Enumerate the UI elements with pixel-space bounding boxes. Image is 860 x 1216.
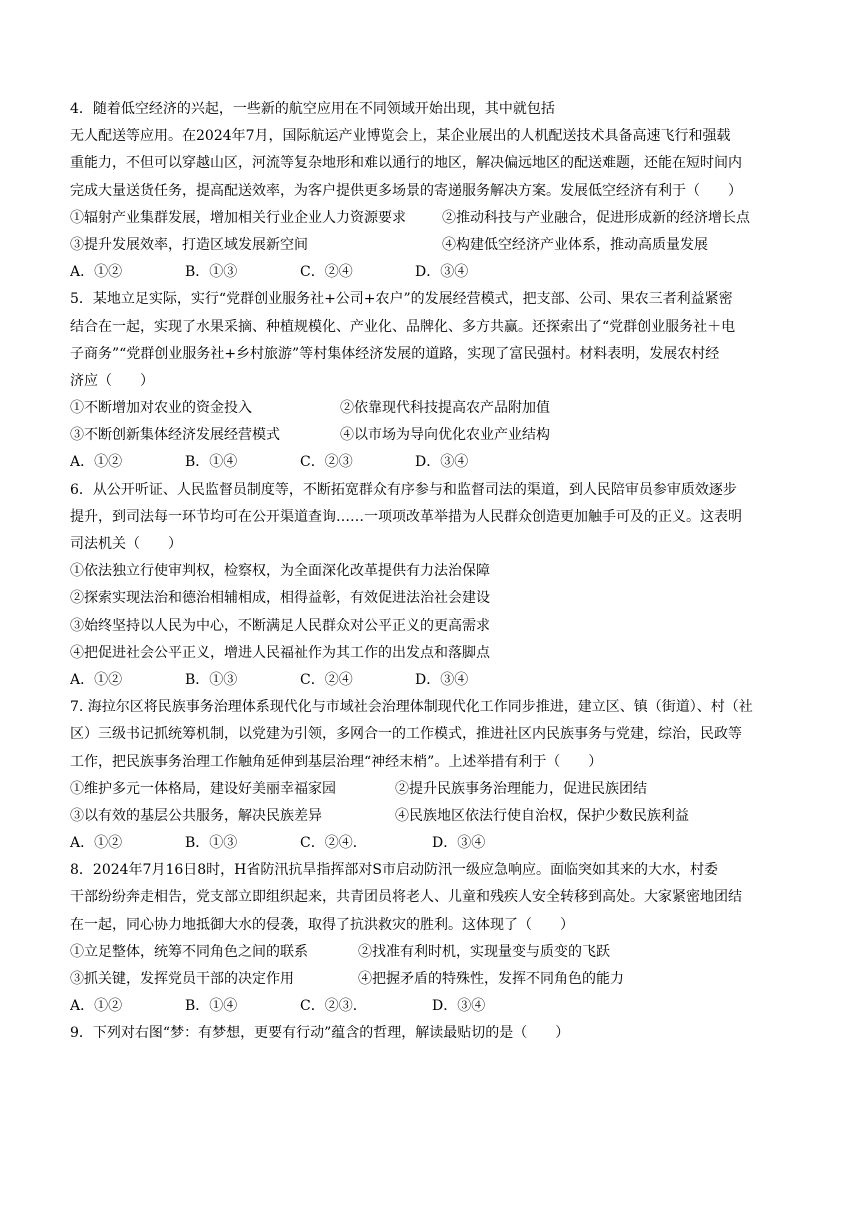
question-7 [70,694,800,857]
answer-a: A．①② [70,264,123,281]
answer-a: A．①② [70,835,123,852]
option-1: ①辐射产业集群发展，增加相关行业企业人力资源要求 [70,209,406,226]
answer-c: C．②④ [300,264,353,281]
option-2: ②探索实现法治和德治相辅相成，相得益彰，有效促进法治社会建设 [70,590,490,607]
answer-d: D．③④ [415,671,469,688]
option-4: ④把促进社会公平正义，增进人民福祉作为其工作的出发点和落脚点 [70,644,490,661]
answer-a: A．①② [70,998,123,1015]
answer-choices [70,449,800,476]
option-3: ③抓关键，发挥党员干部的决定作用 [70,971,294,987]
option-4: ④把握矛盾的特殊性，发挥不同角色的能力 [358,971,624,987]
option-row [70,939,800,966]
question-text-line: 子商务”“党群创业服务社+乡村旅游”等村集体经济发展的道路，实现了富民强村。材料表明，发展农村经 [70,345,720,362]
option-3: ③以有效的基层公共服务，解决民族差异 [70,807,322,824]
option-2: ②提升民族事务治理能力，促进民族团结 [395,780,647,797]
option-1: ①不断增加对农业的资金投入 [70,400,252,417]
question-list [70,96,800,1048]
question-text-line: 干部纷纷奔走相告，党支部立即组织起来，共青团员将老人、儿童和残疾人安全转移到高处。大家紧密地团结 [70,889,742,906]
answer-choices [70,259,800,286]
answer-d: D．③④ [432,835,486,852]
option-2: ②找准有利时机，实现量变与质变的飞跃 [358,943,610,960]
answer-choices [70,667,800,694]
option-3: ③始终坚持以人民为中心，不断满足人民群众对公平正义的更高需求 [70,617,490,634]
answer-d: D．③④ [415,264,469,281]
option-row [70,966,800,993]
question-text-line: 在一起，同心协力地抵御大水的侵袭，取得了抗洪救灾的胜利。这体现了（ ） [70,916,574,933]
answer-c: C．②④ [300,671,353,688]
option-row [70,205,800,232]
answer-c: C．②③ [300,454,353,471]
question-4 [70,96,800,286]
question-5 [70,286,800,476]
question-text-line: 9．下列对右图“梦：有梦想，更要有行动”蕴含的哲理，解读最贴切的是（ ） [70,1025,570,1042]
question-text-line: 结合在一起，实现了水果采摘、种植规模化、产业化、品牌化、多方共赢。还探索出了“党群创业服务社＋电 [70,318,736,335]
question-text-line: 无人配送等应用。在2024年7月，国际航运产业博览会上，某企业展出的人机配送技术具备高速飞行和强载 [70,128,731,145]
answer-d: D．③④ [415,454,469,471]
answer-b: B．①③ [185,671,238,688]
option-3: ③提升发展效率，打造区域发展新空间 [70,236,308,253]
option-4: ④构建低空经济产业体系，推动高质量发展 [442,236,708,253]
question-text-line: 完成大量送货任务，提高配送效率，为客户提供更多场景的寄递服务解决方案。发展低空经济有利于（ ） [70,182,742,199]
option-row [70,232,800,259]
option-1: ①依法独立行使审判权，检察权，为全面深化改革提供有力法治保障 [70,563,490,580]
question-text-line: 6．从公开听证、人民监督员制度等，不断拓宽群众有序参与和监督司法的渠道，到人民陪审员参审质效逐步 [70,481,737,498]
question-text-line: 济应（ ） [70,372,154,389]
option-3: ③不断创新集体经济发展经营模式 [70,427,280,444]
option-4: ④以市场为导向优化农业产业结构 [340,427,550,444]
option-row [70,395,800,422]
answer-d: D．③④ [432,998,486,1015]
question-text-line: 区）三级书记抓统筹机制，以党建为引领，多网合一的工作模式，推进社区内民族事务与党建，综治，民政等 [70,726,742,743]
question-text-line: 重能力，不但可以穿越山区，河流等复杂地形和难以通行的地区，解决偏远地区的配送难题，还能在短时间内 [70,155,742,172]
option-row [70,776,800,803]
question-text-line: 8．2024年7月16日8时，H省防汛抗旱指挥部对S市启动防汛一级应急响应。面临突如其来的大水，村委 [70,862,718,879]
answer-c: C．②④． [300,835,367,852]
question-text-line: 提升，到司法每一环节均可在公开渠道查询……一项项改革举措为人民群众创造更加触手可及的正义。这表明 [70,508,742,525]
question-8 [70,857,800,1020]
answer-b: B．①③ [185,835,238,852]
question-9 [70,1020,800,1047]
question-text-line: 司法机关（ ） [70,536,182,552]
option-1: ①立足整体，统筹不同角色之间的联系 [70,943,308,960]
question-text-line: 7. 海拉尔区将民族事务治理体系现代化与市域社会治理体制现代化工作同步推进，建立区、镇（街道）、村（社 [70,699,753,716]
option-1: ①维护多元一体格局，建设好美丽幸福家园 [70,780,336,797]
option-2: ②推动科技与产业融合，促进形成新的经济增长点 [442,209,750,226]
answer-b: B．①④ [185,454,238,471]
answer-a: A．①② [70,454,123,471]
answer-choices [70,830,800,857]
question-text-line: 4．随着低空经济的兴起，一些新的航空应用在不同领域开始出现，其中就包括 [70,101,555,117]
option-2: ②依靠现代科技提高农产品附加值 [340,400,550,417]
answer-b: B．①③ [185,264,238,281]
question-text-line: 5．某地立足实际，实行“党群创业服务社+公司+农户”的发展经营模式，把支部、公司、果农三者利益紧密 [70,291,733,308]
option-row [70,803,800,830]
answer-a: A．①② [70,671,123,688]
question-6 [70,477,800,695]
answer-c: C．②③． [300,998,367,1015]
option-row [70,422,800,449]
answer-choices [70,993,800,1020]
option-4: ④民族地区依法行使自治权，保护少数民族利益 [395,807,689,824]
question-text-line: 工作，把民族事务治理工作触角延伸到基层治理“神经末梢”。上述举措有利于（ ） [70,753,603,770]
answer-b: B．①④ [185,998,238,1015]
